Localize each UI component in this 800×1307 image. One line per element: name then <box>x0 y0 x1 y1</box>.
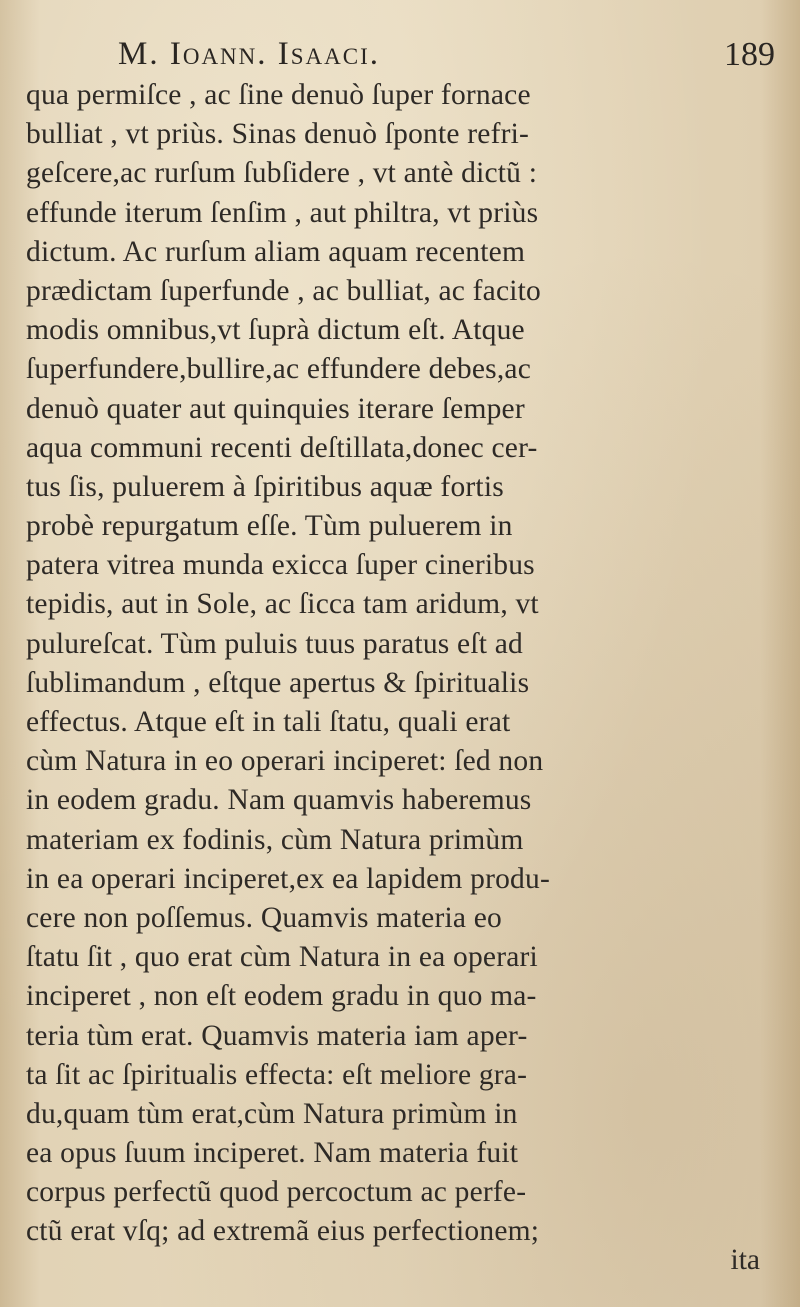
text-line: ea opus ſuum inciperet. Nam materia fuit <box>26 1137 519 1170</box>
text-line: ſtatu ſit , quo erat cùm Natura in ea operari <box>26 941 538 974</box>
text-line: pulureſcat. Tùm puluis tuus paratus eſt ad <box>26 627 523 660</box>
running-head: M. Ioann. Isaaci. <box>118 36 381 72</box>
text-line: prædictam ſuperfunde , ac bulliat, ac facito <box>26 274 542 307</box>
text-line: cùm Natura in eo operari inciperet: ſed non <box>26 745 544 778</box>
text-line: tus ſis, puluerem à ſpiritibus aquæ fortis <box>26 470 504 503</box>
text-line: in eodem gradu. Nam quamvis haberemus <box>26 784 532 817</box>
text-line: effunde iterum ſenſim , aut philtra, vt priùs <box>26 196 539 229</box>
text-line: tepidis, aut in Sole, ac ſicca tam aridum, vt <box>26 588 539 621</box>
text-line: materiam ex fodinis, cùm Natura primùm <box>26 823 524 856</box>
text-line: denuò quater aut quinquies iterare ſemper <box>26 392 525 425</box>
text-line: ctũ erat vſq; ad extremã eius perfectionem; <box>26 1215 540 1248</box>
text-line: qua permiſce , ac ſine denuò ſuper fornace <box>26 79 531 111</box>
text-line: ſuperfundere,bullire,ac effundere debes,ac <box>26 353 531 386</box>
text-line: corpus perfectũ quod percoctum ac perfe- <box>26 1176 527 1209</box>
text-line: in ea operari inciperet,ex ea lapidem produ- <box>26 862 550 895</box>
text-line: du,quam tùm erat,cùm Natura primùm in <box>26 1097 518 1130</box>
page-header <box>0 30 800 80</box>
text-line: effectus. Atque eſt in tali ſtatu, quali erat <box>26 706 511 738</box>
text-line: bulliat , vt priùs. Sinas denuò ſponte refri- <box>26 118 530 151</box>
text-line: teria tùm erat. Quamvis materia iam aper- <box>26 1019 528 1052</box>
text-line: modis omnibus,vt ſuprà dictum eſt. Atque <box>26 314 525 347</box>
text-line: probè repurgatum eſſe. Tùm puluerem in <box>26 510 513 543</box>
text-line: ſublimandum , eſtque apertus & ſpiritualis <box>26 666 530 699</box>
text-line: aqua communi recenti deſtillata,donec cer- <box>26 431 538 464</box>
page-number: 189 <box>724 36 775 73</box>
catchword: ita <box>730 1244 760 1276</box>
text-line: inciperet , non eſt eodem gradu in quo ma- <box>26 980 537 1013</box>
text-line: ta ſit ac ſpiritualis effecta: eſt meliore gra- <box>26 1058 528 1091</box>
text-line: geſcere,ac rurſum ſubſidere , vt antè dictũ : <box>26 157 538 190</box>
text-line: dictum. Ac rurſum aliam aquam recentem <box>26 235 526 268</box>
catchword-row <box>0 1244 800 1284</box>
text-line: patera vitrea munda exicca ſuper cineribus <box>26 549 535 582</box>
text-line: cere non poſſemus. Quamvis materia eo <box>26 901 502 934</box>
body-text <box>26 76 786 1252</box>
